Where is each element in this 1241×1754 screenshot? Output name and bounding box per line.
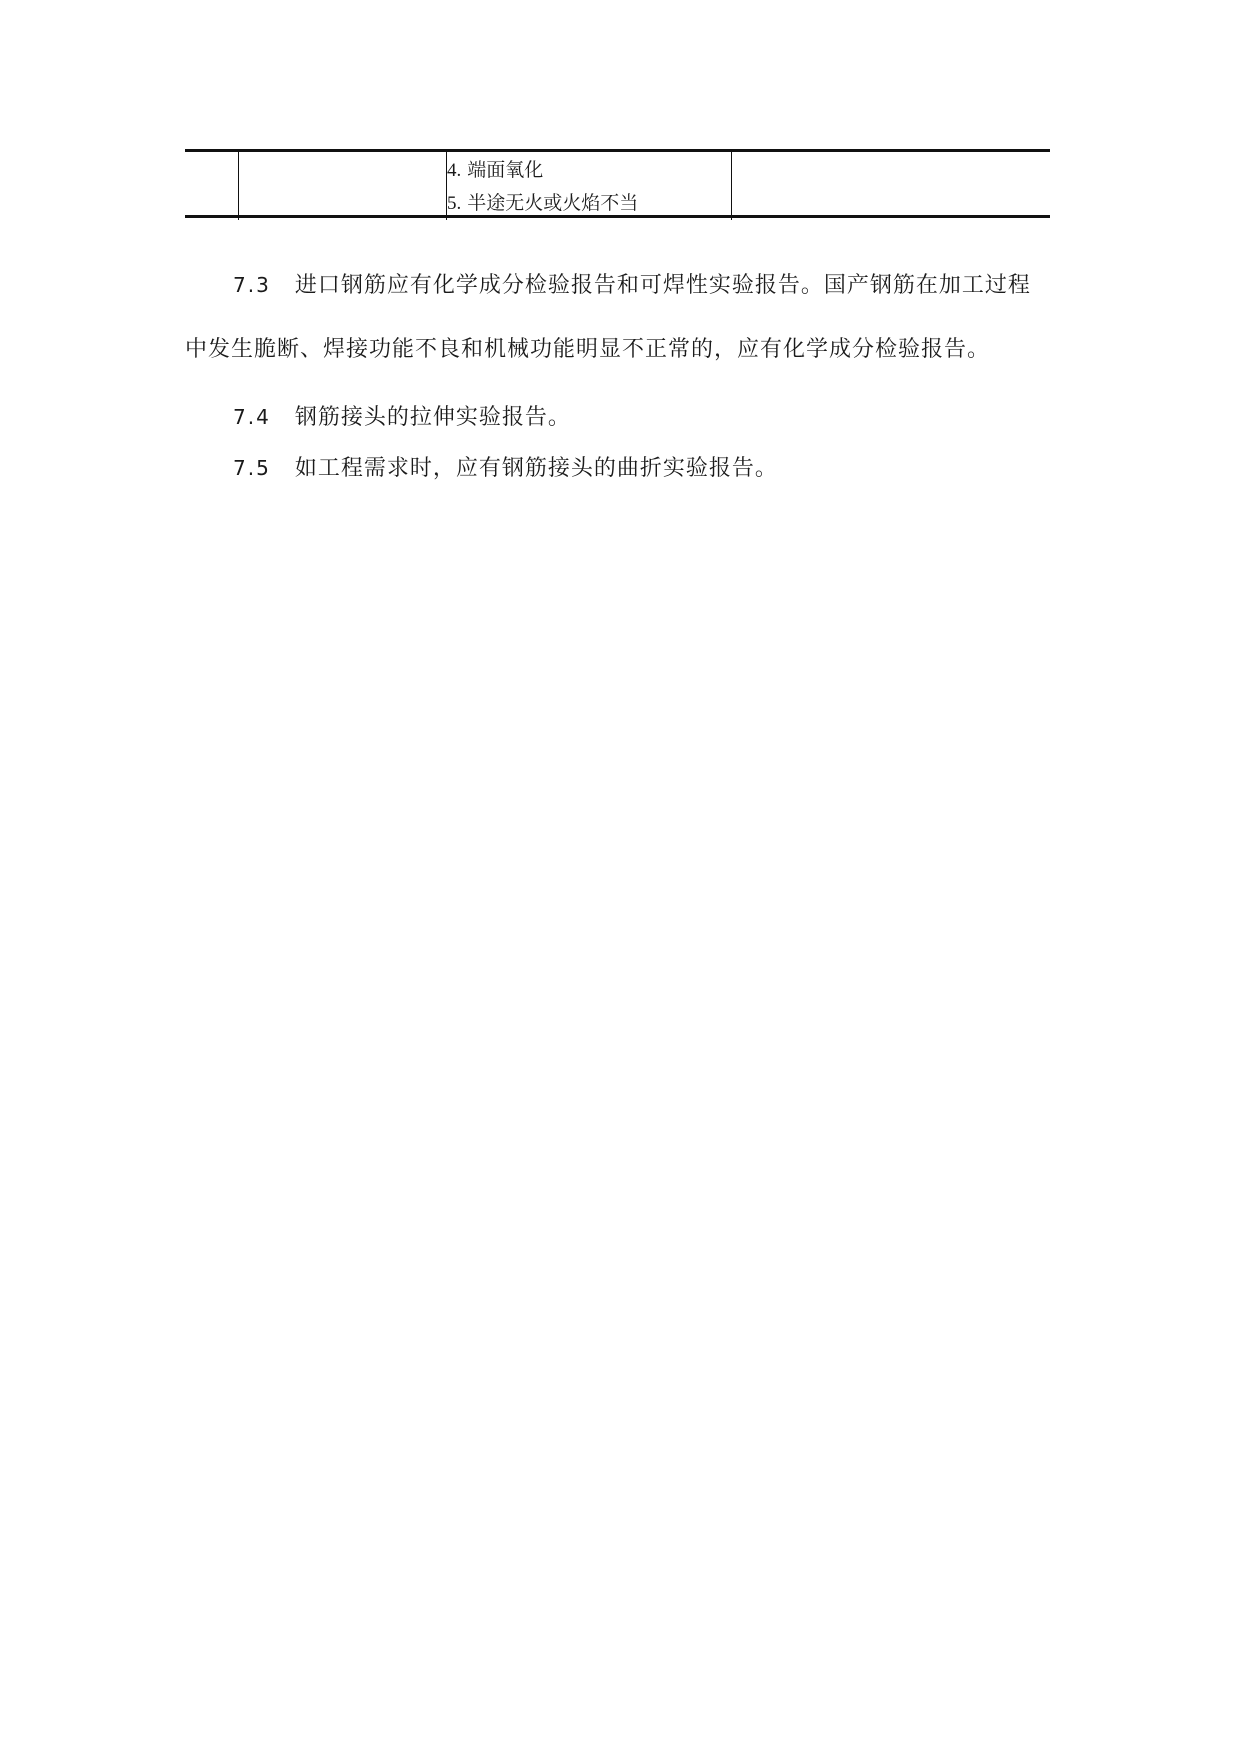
clause-7-3-line-2 — [185, 332, 1090, 363]
table-line-item-5: 5. 半途无火或火焰不当 — [447, 192, 639, 214]
clause-number: 7.4 — [233, 405, 271, 429]
clause-number: 7.5 — [233, 456, 271, 480]
clause-text: 中发生脆断、焊接功能不良和机械功能明显不正常的，应有化学成分检验报告。 — [185, 337, 991, 362]
table-cell-col1 — [185, 152, 238, 220]
clause-number: 7.3 — [233, 273, 271, 297]
clause-7-5 — [185, 451, 1138, 482]
table-cell-col4 — [731, 152, 1050, 220]
clause-text: 钢筋接头的拉伸实验报告。 — [294, 405, 571, 430]
clause-text: 如工程需求时，应有钢筋接头的曲折实验报告。 — [294, 456, 778, 481]
clause-7-3-line-1 — [185, 268, 1138, 299]
clause-text: 进口钢筋应有化学成分检验报告和可焊性实验报告。国产钢筋在加工过程 — [294, 273, 1031, 298]
defect-table-fragment — [185, 149, 1050, 218]
clause-7-4 — [185, 400, 1138, 431]
table-line-item-4: 4. 端面氧化 — [447, 159, 544, 181]
table-cell-col3 — [446, 152, 731, 220]
table-cell-col2 — [238, 152, 446, 220]
